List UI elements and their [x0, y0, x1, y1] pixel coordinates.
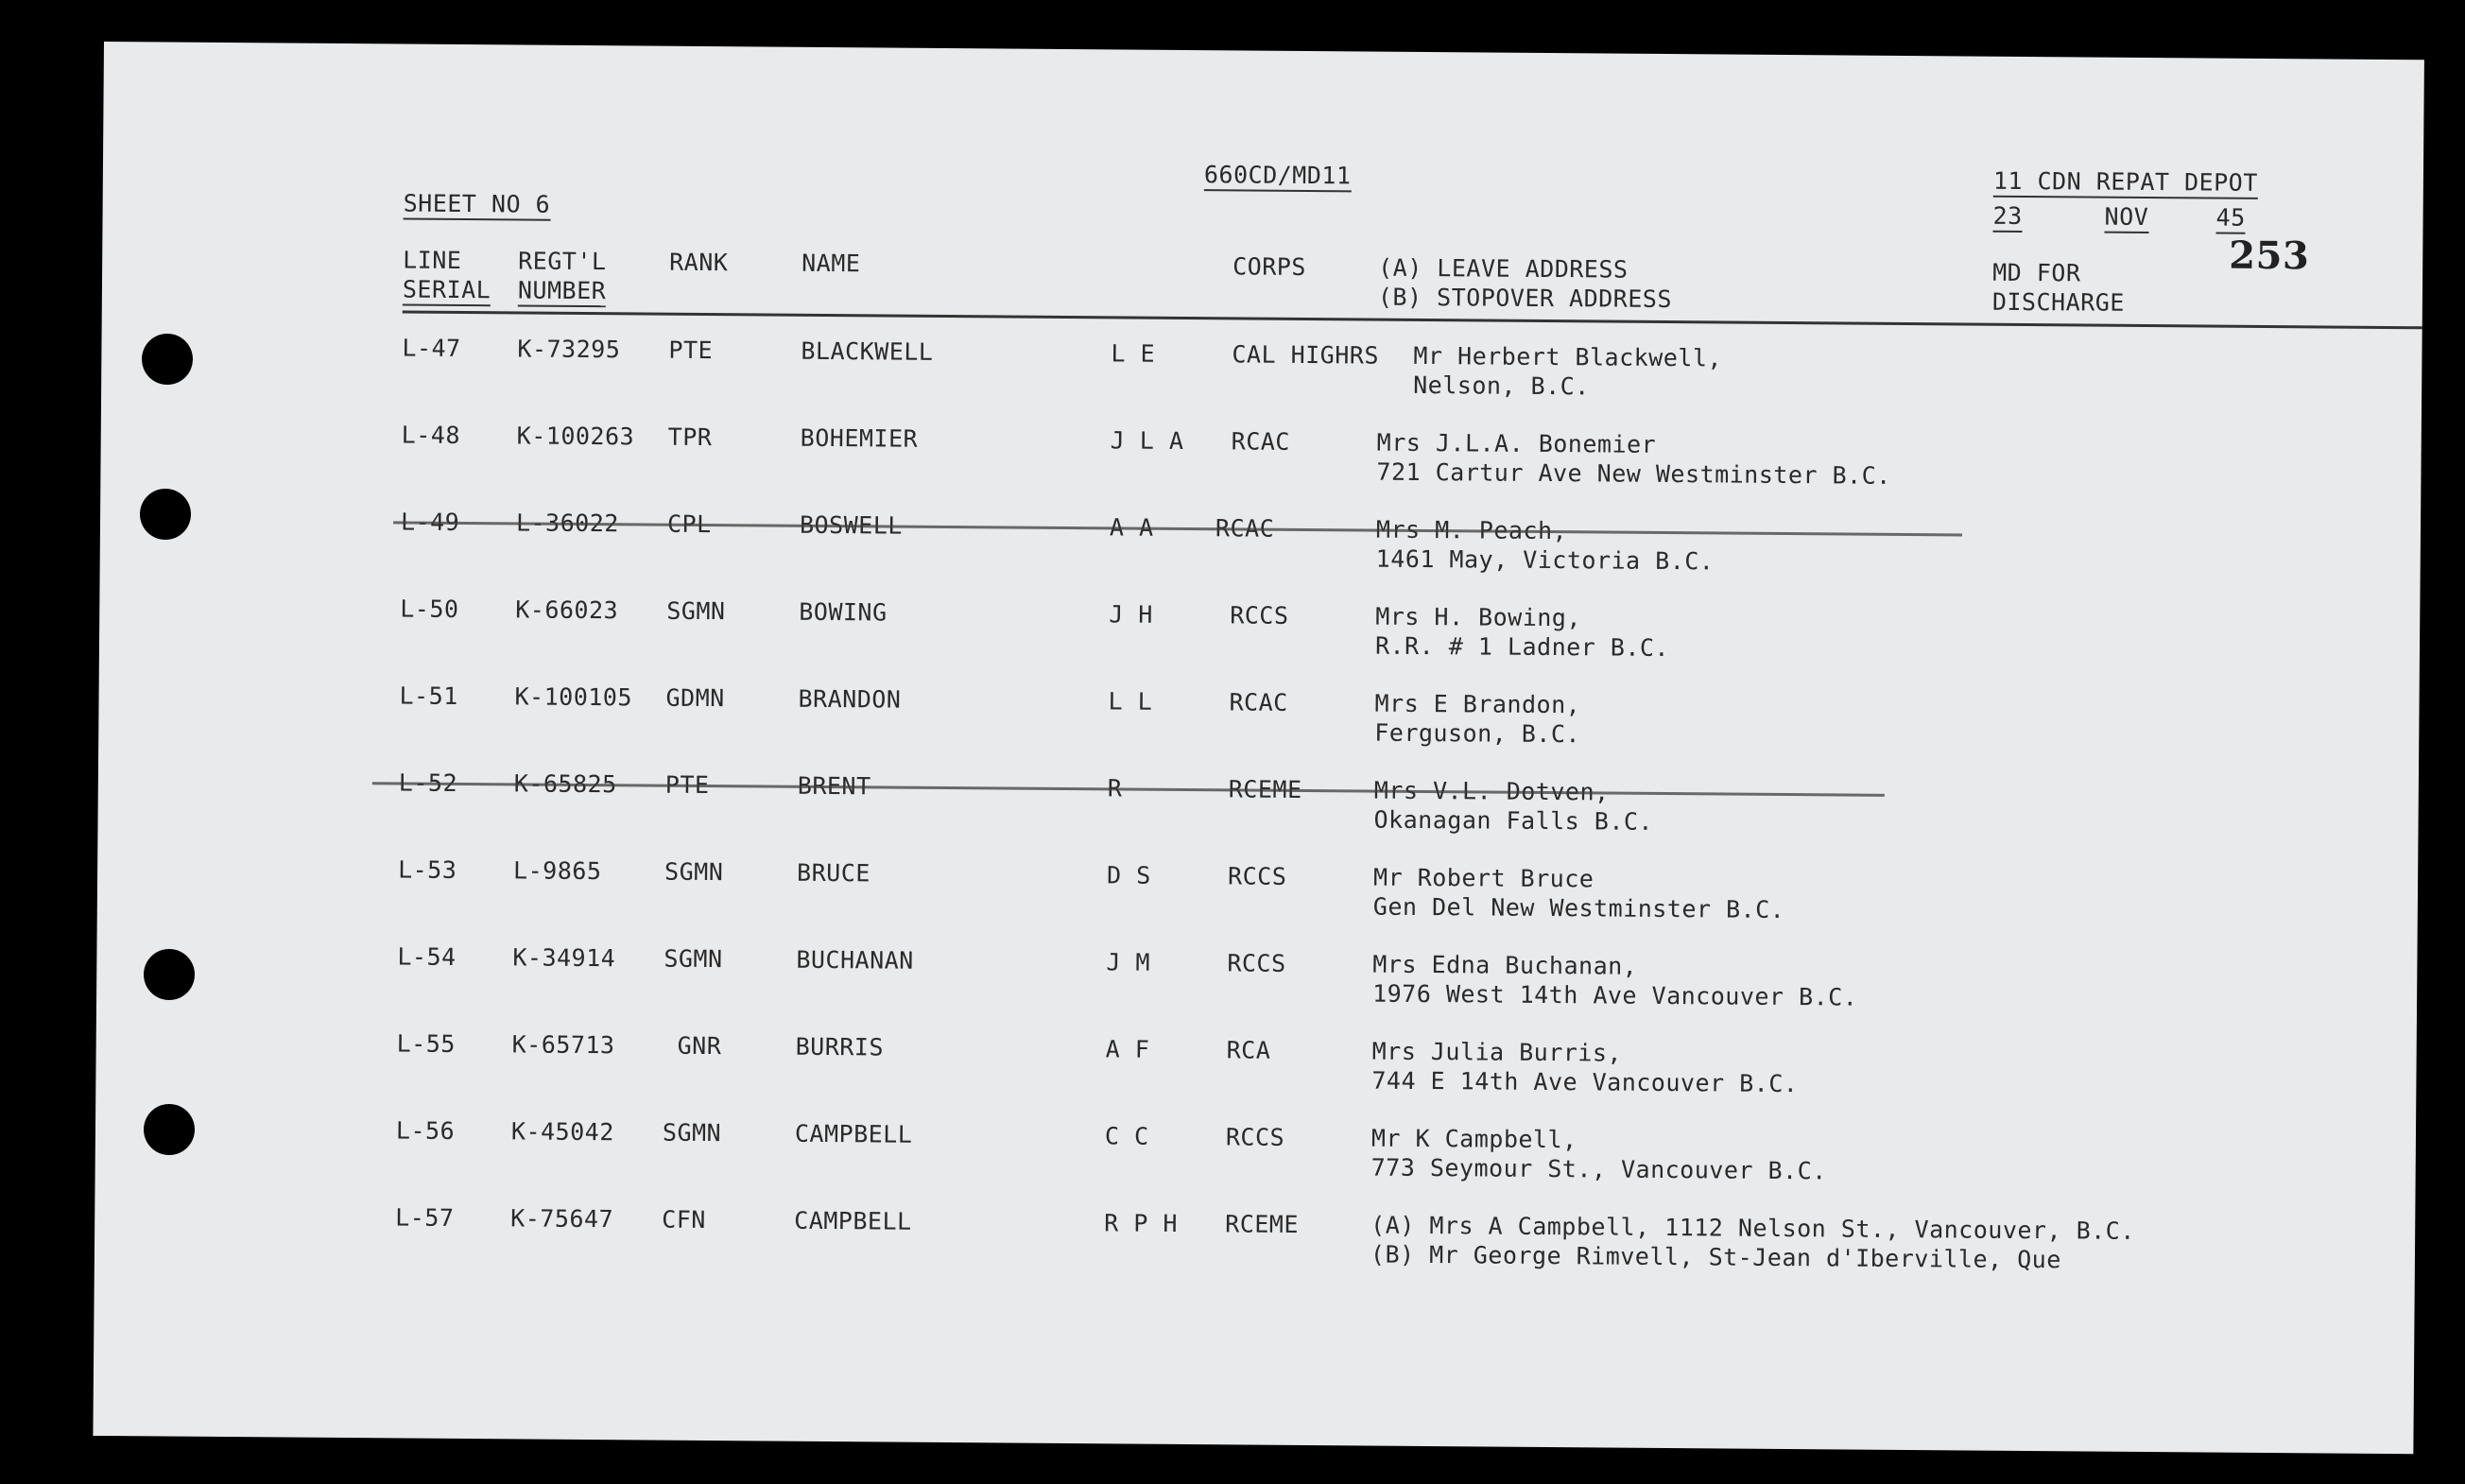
rank: PTE [668, 336, 714, 365]
table-row [95, 1201, 2416, 1295]
date-day: 23 [1992, 202, 2022, 233]
corps: RCA [1226, 1036, 1271, 1064]
initials: R P H [1104, 1209, 1179, 1237]
rank: CPL [666, 509, 712, 539]
corps: RCCS [1227, 862, 1287, 890]
initials: J M [1106, 948, 1151, 976]
rank: CFN [662, 1205, 706, 1234]
header-line: LINE [403, 246, 462, 274]
initials: C C [1104, 1122, 1149, 1150]
table-row [98, 680, 2420, 773]
rank: SGMN [664, 944, 723, 974]
rank: GDMN [665, 683, 725, 713]
rank: TPR [667, 423, 713, 452]
page-stamp-number: 253 [2229, 233, 2310, 279]
header-corps: CORPS [1232, 252, 1307, 281]
address-line-2: 1461 May, Victoria B.C. [1375, 544, 1715, 576]
initials: D S [1106, 861, 1151, 889]
surname: CAMPBELL [794, 1206, 912, 1235]
document-sheet [93, 42, 2424, 1454]
line-serial: L-52 [398, 768, 458, 797]
line-serial: L-55 [396, 1029, 457, 1058]
address-line-2: Gen Del New Westminster B.C. [1372, 892, 1785, 923]
line-serial: L-50 [400, 595, 459, 623]
line-serial: L-53 [398, 855, 457, 884]
surname: BURRIS [795, 1032, 885, 1061]
punch-hole [142, 334, 193, 385]
table-row-struck [97, 767, 2419, 860]
regtl-number: K-65825 [513, 769, 617, 799]
sheet-number: SHEET NO 6 [404, 189, 551, 220]
address-line-2: 721 Cartur Ave New Westminster B.C. [1376, 457, 1891, 490]
table-row-struck [100, 506, 2422, 599]
corps: RCEME [1225, 1210, 1300, 1238]
address-line-2: 1976 West 14th Ave Vancouver B.C. [1372, 979, 1858, 1011]
table-row [95, 1027, 2417, 1121]
header-leave-address: (A) LEAVE ADDRESS [1378, 253, 1629, 284]
corps: CAL HIGHRS [1232, 340, 1380, 370]
regtl-number: K-45042 [510, 1117, 614, 1147]
surname: BRANDON [798, 684, 902, 714]
rank: SGMN [666, 596, 726, 626]
header-serial: SERIAL [403, 275, 491, 306]
surname: BOHEMIER [800, 423, 919, 453]
address-line-1: Mrs Edna Buchanan, [1372, 950, 1638, 980]
line-serial: L-47 [402, 334, 461, 362]
address-line-1: Mrs J.L.A. Bonemier [1376, 428, 1657, 458]
rank: SGMN [664, 857, 724, 887]
surname: BRUCE [797, 858, 871, 888]
header-discharge: DISCHARGE [1991, 287, 2125, 317]
corps: RCAC [1229, 688, 1288, 716]
address-line-1: Mrs H. Bowing, [1375, 602, 1582, 632]
initials: L L [1108, 687, 1153, 716]
address-line-2: R.R. # 1 Ladner B.C. [1374, 631, 1670, 663]
regtl-number: K-66023 [515, 595, 619, 625]
regtl-number: L-36022 [515, 509, 619, 538]
initials: A F [1105, 1035, 1150, 1063]
rank: GNR [677, 1031, 722, 1061]
line-serial: L-48 [401, 421, 461, 449]
strike-through-line [393, 521, 1962, 536]
initials: J L A [1110, 426, 1184, 455]
depot-name: 11 CDN REPAT DEPOT [1993, 167, 2258, 199]
table-row [97, 854, 2419, 947]
punch-hole [144, 949, 195, 1000]
address-line-2: (B) Mr George Rimvell, St-Jean d'Iberville, Que [1370, 1240, 2061, 1274]
surname: BLACKWELL [801, 336, 934, 366]
corps: RCAC [1231, 427, 1291, 456]
line-serial: L-49 [400, 508, 460, 536]
address-line-1: (A) Mrs A Campbell, 1112 Nelson St., Vancouver, B.C. [1370, 1211, 2135, 1245]
regtl-number: K-100105 [514, 682, 633, 712]
regtl-number: K-100263 [516, 422, 635, 451]
date-year: 45 [2215, 204, 2245, 234]
header-name: NAME [802, 249, 861, 278]
corps: RCCS [1230, 601, 1289, 630]
header-rank: RANK [669, 248, 729, 277]
address-line-2: Ferguson, B.C. [1374, 718, 1581, 749]
table-row [96, 940, 2418, 1034]
line-serial: L-51 [399, 682, 458, 710]
rank: PTE [664, 770, 710, 800]
address-line-1: Mr K Campbell, [1370, 1124, 1577, 1154]
header-md-for: MD FOR [1992, 258, 2081, 287]
regtl-number: K-65713 [511, 1030, 615, 1060]
table-row [95, 1114, 2416, 1208]
regtl-number: K-34914 [512, 943, 616, 973]
punch-hole [140, 489, 191, 540]
punch-hole [144, 1104, 195, 1155]
header-regtl: REGT'L [518, 247, 607, 276]
address-line-1: Mrs Julia Burris, [1371, 1037, 1623, 1067]
table-row [100, 419, 2422, 512]
table-row [99, 593, 2421, 686]
header-stopover-address: (B) STOPOVER ADDRESS [1377, 283, 1673, 314]
address-line-2: 773 Seymour St., Vancouver B.C. [1370, 1153, 1827, 1185]
corps: RCCS [1227, 949, 1286, 977]
header-number: NUMBER [518, 276, 607, 307]
file-reference: 660CD/MD11 [1204, 161, 1352, 192]
corps: RCCS [1225, 1123, 1285, 1151]
initials: L E [1111, 339, 1156, 368]
table-row [101, 332, 2422, 425]
rank: SGMN [662, 1118, 722, 1148]
line-serial: L-57 [395, 1203, 455, 1232]
line-serial: L-56 [395, 1116, 456, 1145]
address-line-2: Okanagan Falls B.C. [1373, 805, 1654, 836]
date-month: NOV [2104, 203, 2148, 233]
regtl-number: K-73295 [517, 335, 621, 364]
regtl-number: K-75647 [510, 1204, 614, 1234]
regtl-number: L-9865 [513, 856, 602, 886]
address-line-2: Nelson, B.C. [1413, 371, 1590, 401]
surname: BOWING [799, 597, 888, 627]
address-line-1: Mr Robert Bruce [1372, 863, 1594, 893]
address-line-1: Mrs E Brandon, [1374, 689, 1581, 719]
line-serial: L-54 [397, 942, 457, 971]
surname: BUCHANAN [796, 945, 914, 975]
address-line-1: Mr Herbert Blackwell, [1413, 341, 1723, 372]
surname: CAMPBELL [794, 1119, 913, 1148]
address-line-2: 744 E 14th Ave Vancouver B.C. [1371, 1066, 1799, 1098]
initials: J H [1109, 600, 1154, 629]
